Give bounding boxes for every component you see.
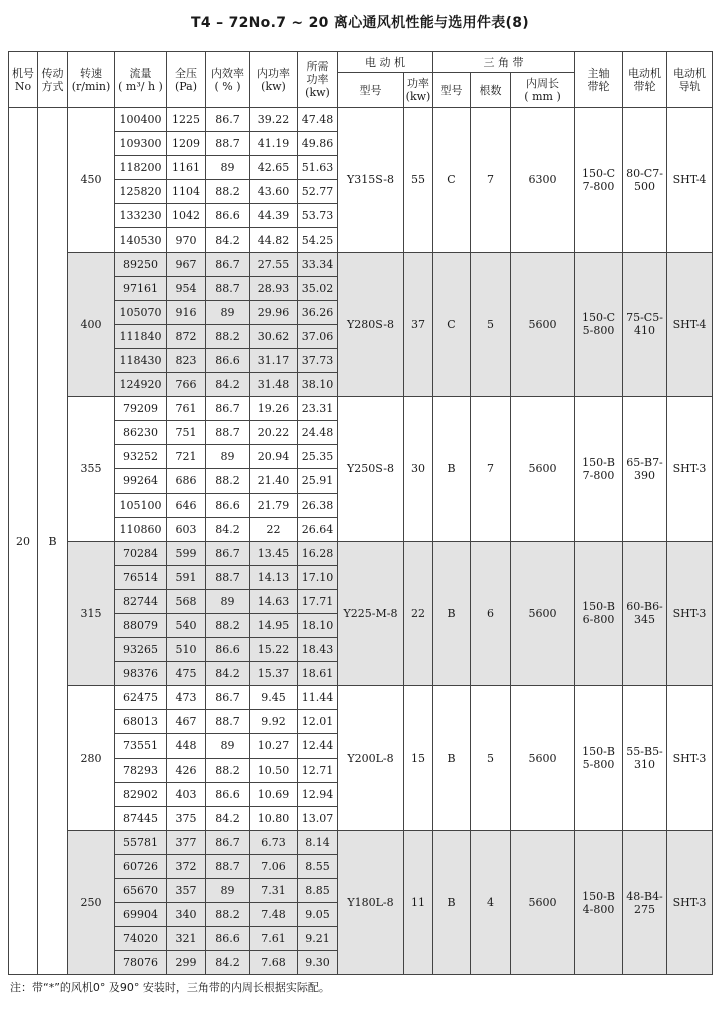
header-internal-power: 内功率 (kw)	[250, 52, 298, 108]
efficiency-cell: 86.6	[206, 927, 250, 951]
efficiency-cell: 89	[206, 445, 250, 469]
pressure-cell: 357	[167, 879, 206, 903]
internal-power-cell: 27.55	[250, 252, 298, 276]
efficiency-cell: 89	[206, 589, 250, 613]
required-power-cell: 12.71	[298, 758, 338, 782]
footnote: 注：带“*”的风机0° 及90° 安装时，三角带的内周长根据实际配。	[10, 981, 330, 994]
pressure-cell: 568	[167, 589, 206, 613]
flow-cell: 118200	[115, 156, 167, 180]
required-power-cell: 53.73	[298, 204, 338, 228]
belt-length-cell: 5600	[511, 830, 575, 975]
speed-cell: 355	[68, 397, 115, 542]
header-required-power: 所需 功率 (kw)	[298, 52, 338, 108]
internal-power-cell: 15.37	[250, 662, 298, 686]
belt-length-cell: 5600	[511, 541, 575, 686]
required-power-cell: 11.44	[298, 686, 338, 710]
drive-cell: B	[38, 108, 68, 975]
pressure-cell: 823	[167, 348, 206, 372]
flow-cell: 76514	[115, 565, 167, 589]
flow-cell: 140530	[115, 228, 167, 252]
required-power-cell: 12.01	[298, 710, 338, 734]
belt-length-cell: 6300	[511, 108, 575, 253]
efficiency-cell: 89	[206, 300, 250, 324]
motor-power-cell: 37	[404, 252, 433, 397]
motor-model-cell: Y280S-8	[338, 252, 404, 397]
internal-power-cell: 44.39	[250, 204, 298, 228]
table-row	[9, 397, 713, 421]
required-power-cell: 9.30	[298, 951, 338, 975]
flow-cell: 93265	[115, 638, 167, 662]
header-pressure: 全压 (Pa)	[167, 52, 206, 108]
pressure-cell: 954	[167, 276, 206, 300]
required-power-cell: 54.25	[298, 228, 338, 252]
flow-cell: 79209	[115, 397, 167, 421]
belt-model-cell: C	[433, 252, 471, 397]
flow-cell: 73551	[115, 734, 167, 758]
required-power-cell: 49.86	[298, 132, 338, 156]
flow-cell: 62475	[115, 686, 167, 710]
efficiency-cell: 84.2	[206, 517, 250, 541]
belt-length-cell: 5600	[511, 252, 575, 397]
internal-power-cell: 9.92	[250, 710, 298, 734]
efficiency-cell: 86.7	[206, 830, 250, 854]
motor-pulley-cell: 65-B7- 390	[623, 397, 667, 542]
motor-model-cell: Y315S-8	[338, 108, 404, 253]
internal-power-cell: 10.80	[250, 806, 298, 830]
efficiency-cell: 86.7	[206, 686, 250, 710]
required-power-cell: 36.26	[298, 300, 338, 324]
header-shaft-pulley: 主轴 带轮	[575, 52, 623, 108]
belt-model-cell: B	[433, 397, 471, 542]
efficiency-cell: 88.2	[206, 469, 250, 493]
pressure-cell: 377	[167, 830, 206, 854]
required-power-cell: 26.64	[298, 517, 338, 541]
table-body	[9, 108, 713, 975]
internal-power-cell: 41.19	[250, 132, 298, 156]
flow-cell: 110860	[115, 517, 167, 541]
efficiency-cell: 86.6	[206, 782, 250, 806]
belt-count-cell: 7	[471, 397, 511, 542]
belt-model-cell: B	[433, 686, 471, 831]
flow-cell: 100400	[115, 108, 167, 132]
header-motor-pulley: 电动机 带轮	[623, 52, 667, 108]
required-power-cell: 37.73	[298, 348, 338, 372]
header-motor-rail: 电动机 导轨	[667, 52, 713, 108]
internal-power-cell: 20.94	[250, 445, 298, 469]
motor-power-cell: 22	[404, 541, 433, 686]
table-header	[9, 52, 713, 108]
pressure-cell: 721	[167, 445, 206, 469]
required-power-cell: 8.55	[298, 854, 338, 878]
required-power-cell: 26.38	[298, 493, 338, 517]
pressure-cell: 510	[167, 638, 206, 662]
flow-cell: 86230	[115, 421, 167, 445]
shaft-pulley-cell: 150-C 7-800	[575, 108, 623, 253]
header-belt-count: 根数	[471, 73, 511, 108]
pressure-cell: 1225	[167, 108, 206, 132]
internal-power-cell: 10.27	[250, 734, 298, 758]
motor-power-cell: 15	[404, 686, 433, 831]
required-power-cell: 25.91	[298, 469, 338, 493]
pressure-cell: 872	[167, 324, 206, 348]
flow-cell: 105100	[115, 493, 167, 517]
efficiency-cell: 86.7	[206, 541, 250, 565]
speed-cell: 250	[68, 830, 115, 975]
belt-model-cell: B	[433, 541, 471, 686]
flow-cell: 55781	[115, 830, 167, 854]
internal-power-cell: 14.13	[250, 565, 298, 589]
efficiency-cell: 88.7	[206, 276, 250, 300]
internal-power-cell: 14.95	[250, 613, 298, 637]
efficiency-cell: 88.7	[206, 421, 250, 445]
flow-cell: 105070	[115, 300, 167, 324]
efficiency-cell: 88.7	[206, 132, 250, 156]
page-title: T4 – 72No.7 ~ 20 离心通风机性能与选用件表(8)	[191, 15, 529, 31]
flow-cell: 133230	[115, 204, 167, 228]
efficiency-cell: 86.7	[206, 108, 250, 132]
required-power-cell: 33.34	[298, 252, 338, 276]
flow-cell: 78076	[115, 951, 167, 975]
internal-power-cell: 20.22	[250, 421, 298, 445]
required-power-cell: 47.48	[298, 108, 338, 132]
pressure-cell: 375	[167, 806, 206, 830]
table-row	[9, 830, 713, 854]
required-power-cell: 37.06	[298, 324, 338, 348]
flow-cell: 111840	[115, 324, 167, 348]
efficiency-cell: 86.7	[206, 252, 250, 276]
pressure-cell: 321	[167, 927, 206, 951]
pressure-cell: 599	[167, 541, 206, 565]
required-power-cell: 18.10	[298, 613, 338, 637]
header-flow: 流量 ( m³/ h )	[115, 52, 167, 108]
belt-count-cell: 6	[471, 541, 511, 686]
table-row	[9, 541, 713, 565]
flow-cell: 69904	[115, 903, 167, 927]
internal-power-cell: 7.61	[250, 927, 298, 951]
header-motor-power: 功率 (kw)	[404, 73, 433, 108]
internal-power-cell: 43.60	[250, 180, 298, 204]
flow-cell: 124920	[115, 373, 167, 397]
pressure-cell: 426	[167, 758, 206, 782]
motor-pulley-cell: 55-B5- 310	[623, 686, 667, 831]
belt-length-cell: 5600	[511, 686, 575, 831]
internal-power-cell: 30.62	[250, 324, 298, 348]
efficiency-cell: 84.2	[206, 228, 250, 252]
internal-power-cell: 19.26	[250, 397, 298, 421]
efficiency-cell: 84.2	[206, 951, 250, 975]
belt-model-cell: C	[433, 108, 471, 253]
flow-cell: 82902	[115, 782, 167, 806]
required-power-cell: 38.10	[298, 373, 338, 397]
internal-power-cell: 22	[250, 517, 298, 541]
efficiency-cell: 88.2	[206, 613, 250, 637]
internal-power-cell: 10.69	[250, 782, 298, 806]
internal-power-cell: 21.79	[250, 493, 298, 517]
header-belt-length: 内周长 ( mm )	[511, 73, 575, 108]
pressure-cell: 766	[167, 373, 206, 397]
motor-rail-cell: SHT-4	[667, 252, 713, 397]
belt-model-cell: B	[433, 830, 471, 975]
flow-cell: 87445	[115, 806, 167, 830]
pressure-cell: 1042	[167, 204, 206, 228]
efficiency-cell: 89	[206, 879, 250, 903]
pressure-cell: 1161	[167, 156, 206, 180]
flow-cell: 68013	[115, 710, 167, 734]
internal-power-cell: 44.82	[250, 228, 298, 252]
motor-rail-cell: SHT-3	[667, 686, 713, 831]
flow-cell: 70284	[115, 541, 167, 565]
pressure-cell: 686	[167, 469, 206, 493]
required-power-cell: 8.85	[298, 879, 338, 903]
motor-model-cell: Y200L-8	[338, 686, 404, 831]
pressure-cell: 751	[167, 421, 206, 445]
required-power-cell: 51.63	[298, 156, 338, 180]
internal-power-cell: 7.68	[250, 951, 298, 975]
pressure-cell: 1104	[167, 180, 206, 204]
required-power-cell: 18.43	[298, 638, 338, 662]
pressure-cell: 467	[167, 710, 206, 734]
motor-power-cell: 55	[404, 108, 433, 253]
motor-rail-cell: SHT-3	[667, 397, 713, 542]
belt-count-cell: 4	[471, 830, 511, 975]
efficiency-cell: 88.2	[206, 903, 250, 927]
internal-power-cell: 28.93	[250, 276, 298, 300]
required-power-cell: 17.71	[298, 589, 338, 613]
machine-no-cell: 20	[9, 108, 38, 975]
motor-pulley-cell: 80-C7- 500	[623, 108, 667, 253]
header-drive: 传动 方式	[38, 52, 68, 108]
header-belt-model: 型号	[433, 73, 471, 108]
motor-power-cell: 30	[404, 397, 433, 542]
shaft-pulley-cell: 150-C 5-800	[575, 252, 623, 397]
required-power-cell: 23.31	[298, 397, 338, 421]
header-machine-no: 机号 No	[9, 52, 38, 108]
flow-cell: 82744	[115, 589, 167, 613]
belt-count-cell: 5	[471, 252, 511, 397]
pressure-cell: 916	[167, 300, 206, 324]
efficiency-cell: 84.2	[206, 806, 250, 830]
efficiency-cell: 84.2	[206, 662, 250, 686]
internal-power-cell: 7.31	[250, 879, 298, 903]
internal-power-cell: 10.50	[250, 758, 298, 782]
flow-cell: 88079	[115, 613, 167, 637]
pressure-cell: 646	[167, 493, 206, 517]
required-power-cell: 12.94	[298, 782, 338, 806]
internal-power-cell: 7.06	[250, 854, 298, 878]
efficiency-cell: 88.7	[206, 710, 250, 734]
efficiency-cell: 88.2	[206, 758, 250, 782]
internal-power-cell: 15.22	[250, 638, 298, 662]
internal-power-cell: 6.73	[250, 830, 298, 854]
speed-cell: 315	[68, 541, 115, 686]
table-row	[9, 686, 713, 710]
flow-cell: 89250	[115, 252, 167, 276]
pressure-cell: 603	[167, 517, 206, 541]
required-power-cell: 16.28	[298, 541, 338, 565]
required-power-cell: 12.44	[298, 734, 338, 758]
table-row	[9, 252, 713, 276]
flow-cell: 109300	[115, 132, 167, 156]
required-power-cell: 52.77	[298, 180, 338, 204]
efficiency-cell: 88.2	[206, 324, 250, 348]
pressure-cell: 299	[167, 951, 206, 975]
pressure-cell: 967	[167, 252, 206, 276]
shaft-pulley-cell: 150-B 4-800	[575, 830, 623, 975]
header-speed: 转速 (r/min)	[68, 52, 115, 108]
belt-count-cell: 5	[471, 686, 511, 831]
pressure-cell: 540	[167, 613, 206, 637]
motor-rail-cell: SHT-4	[667, 108, 713, 253]
header-efficiency: 内效率 ( % )	[206, 52, 250, 108]
required-power-cell: 17.10	[298, 565, 338, 589]
flow-cell: 78293	[115, 758, 167, 782]
pressure-cell: 761	[167, 397, 206, 421]
flow-cell: 99264	[115, 469, 167, 493]
pressure-cell: 1209	[167, 132, 206, 156]
internal-power-cell: 14.63	[250, 589, 298, 613]
shaft-pulley-cell: 150-B 5-800	[575, 686, 623, 831]
flow-cell: 118430	[115, 348, 167, 372]
required-power-cell: 9.21	[298, 927, 338, 951]
pressure-cell: 403	[167, 782, 206, 806]
efficiency-cell: 86.7	[206, 397, 250, 421]
motor-model-cell: Y250S-8	[338, 397, 404, 542]
shaft-pulley-cell: 150-B 6-800	[575, 541, 623, 686]
motor-pulley-cell: 75-C5- 410	[623, 252, 667, 397]
pressure-cell: 591	[167, 565, 206, 589]
efficiency-cell: 84.2	[206, 373, 250, 397]
efficiency-cell: 89	[206, 156, 250, 180]
pressure-cell: 448	[167, 734, 206, 758]
internal-power-cell: 7.48	[250, 903, 298, 927]
shaft-pulley-cell: 150-B 7-800	[575, 397, 623, 542]
motor-model-cell: Y225-M-8	[338, 541, 404, 686]
belt-length-cell: 5600	[511, 397, 575, 542]
flow-cell: 97161	[115, 276, 167, 300]
required-power-cell: 35.02	[298, 276, 338, 300]
required-power-cell: 9.05	[298, 903, 338, 927]
flow-cell: 74020	[115, 927, 167, 951]
internal-power-cell: 13.45	[250, 541, 298, 565]
required-power-cell: 18.61	[298, 662, 338, 686]
speed-cell: 450	[68, 108, 115, 253]
flow-cell: 65670	[115, 879, 167, 903]
motor-power-cell: 11	[404, 830, 433, 975]
efficiency-cell: 86.6	[206, 638, 250, 662]
table-row	[9, 108, 713, 132]
efficiency-cell: 88.7	[206, 854, 250, 878]
flow-cell: 60726	[115, 854, 167, 878]
pressure-cell: 473	[167, 686, 206, 710]
flow-cell: 125820	[115, 180, 167, 204]
efficiency-cell: 86.6	[206, 493, 250, 517]
internal-power-cell: 21.40	[250, 469, 298, 493]
header-vbelt-group: 三 角 带	[433, 52, 575, 73]
speed-cell: 400	[68, 252, 115, 397]
flow-cell: 93252	[115, 445, 167, 469]
fan-performance-table	[8, 51, 713, 975]
internal-power-cell: 9.45	[250, 686, 298, 710]
efficiency-cell: 86.6	[206, 204, 250, 228]
efficiency-cell: 86.6	[206, 348, 250, 372]
header-motor-group: 电 动 机	[338, 52, 433, 73]
internal-power-cell: 42.65	[250, 156, 298, 180]
required-power-cell: 13.07	[298, 806, 338, 830]
header-motor-model: 型号	[338, 73, 404, 108]
efficiency-cell: 88.7	[206, 565, 250, 589]
internal-power-cell: 29.96	[250, 300, 298, 324]
efficiency-cell: 88.2	[206, 180, 250, 204]
required-power-cell: 8.14	[298, 830, 338, 854]
pressure-cell: 340	[167, 903, 206, 927]
required-power-cell: 25.35	[298, 445, 338, 469]
motor-model-cell: Y180L-8	[338, 830, 404, 975]
motor-pulley-cell: 60-B6- 345	[623, 541, 667, 686]
pressure-cell: 372	[167, 854, 206, 878]
pressure-cell: 475	[167, 662, 206, 686]
motor-rail-cell: SHT-3	[667, 541, 713, 686]
internal-power-cell: 31.17	[250, 348, 298, 372]
motor-rail-cell: SHT-3	[667, 830, 713, 975]
internal-power-cell: 39.22	[250, 108, 298, 132]
belt-count-cell: 7	[471, 108, 511, 253]
required-power-cell: 24.48	[298, 421, 338, 445]
efficiency-cell: 89	[206, 734, 250, 758]
pressure-cell: 970	[167, 228, 206, 252]
flow-cell: 98376	[115, 662, 167, 686]
motor-pulley-cell: 48-B4- 275	[623, 830, 667, 975]
speed-cell: 280	[68, 686, 115, 831]
internal-power-cell: 31.48	[250, 373, 298, 397]
